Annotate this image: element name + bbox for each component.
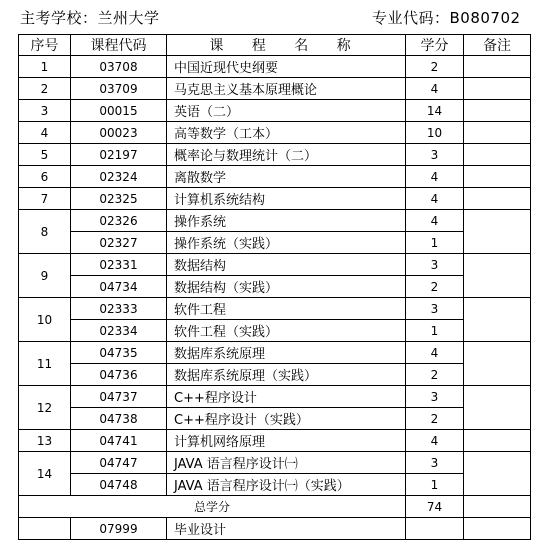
cell-code: 00023	[71, 122, 167, 144]
cell-code: 02326	[71, 210, 167, 232]
header-code: 课程代码	[71, 35, 167, 56]
cell-name: 毕业设计	[167, 518, 406, 540]
cell-note	[464, 386, 531, 430]
cell-name: 英语（二）	[167, 100, 406, 122]
table-row	[19, 232, 531, 254]
cell-credit: 1	[406, 232, 464, 254]
cell-note	[464, 298, 531, 342]
cell-code: 04734	[71, 276, 167, 298]
total-label: 总学分	[19, 496, 406, 518]
cell-name: 计算机系统结构	[167, 188, 406, 210]
table-row	[19, 100, 531, 122]
cell-no: 4	[19, 122, 71, 144]
cell-note	[464, 430, 531, 452]
table-row	[19, 518, 531, 540]
cell-note	[464, 56, 531, 78]
cell-note	[464, 342, 531, 386]
cell-name: 数据结构	[167, 254, 406, 276]
cell-name: 中国近现代史纲要	[167, 56, 406, 78]
table-row	[19, 342, 531, 364]
school-label: 主考学校：兰州大学	[20, 9, 160, 27]
cell-credit: 4	[406, 166, 464, 188]
cell-credit: 4	[406, 210, 464, 232]
table-row	[19, 78, 531, 100]
cell-code: 04747	[71, 452, 167, 474]
cell-name: 概率论与数理统计（二）	[167, 144, 406, 166]
cell-credit: 3	[406, 298, 464, 320]
table-row	[19, 408, 531, 430]
cell-credit: 2	[406, 364, 464, 386]
cell-note	[464, 452, 531, 496]
cell-credit: 4	[406, 342, 464, 364]
cell-no: 10	[19, 298, 71, 342]
cell-no: 13	[19, 430, 71, 452]
cell-name: 数据结构（实践）	[167, 276, 406, 298]
cell-code: 02334	[71, 320, 167, 342]
cell-note	[464, 78, 531, 100]
table-row	[19, 452, 531, 474]
cell-credit: 3	[406, 386, 464, 408]
cell-note	[464, 518, 531, 540]
cell-code: 03708	[71, 56, 167, 78]
cell-no: 6	[19, 166, 71, 188]
cell-code: 02331	[71, 254, 167, 276]
total-note	[464, 496, 531, 518]
cell-code: 02333	[71, 298, 167, 320]
cell-no: 2	[19, 78, 71, 100]
cell-code: 02324	[71, 166, 167, 188]
cell-credit: 3	[406, 254, 464, 276]
cell-code: 02325	[71, 188, 167, 210]
cell-no: 9	[19, 254, 71, 298]
total-value: 74	[406, 496, 464, 518]
cell-credit: 14	[406, 100, 464, 122]
cell-no	[19, 518, 71, 540]
cell-credit	[406, 518, 464, 540]
cell-name: 马克思主义基本原理概论	[167, 78, 406, 100]
table-row	[19, 276, 531, 298]
table-row	[19, 364, 531, 386]
cell-code: 00015	[71, 100, 167, 122]
header-credit: 学分	[406, 35, 464, 56]
table-body	[19, 56, 531, 496]
cell-credit: 4	[406, 78, 464, 100]
table-row	[19, 144, 531, 166]
cell-note	[464, 166, 531, 188]
cell-credit: 3	[406, 452, 464, 474]
cell-name: 软件工程	[167, 298, 406, 320]
cell-name: 高等数学（工本）	[167, 122, 406, 144]
cell-note	[464, 122, 531, 144]
cell-code: 07999	[71, 518, 167, 540]
cell-name: 数据库系统原理（实践）	[167, 364, 406, 386]
table-row	[19, 122, 531, 144]
cell-no: 1	[19, 56, 71, 78]
cell-note	[464, 100, 531, 122]
cell-credit: 2	[406, 408, 464, 430]
cell-name: 计算机网络原理	[167, 430, 406, 452]
table-header-row	[19, 35, 531, 56]
course-table	[18, 34, 531, 540]
header-name: 课 程 名 称	[167, 35, 406, 56]
cell-code: 04738	[71, 408, 167, 430]
header-note: 备注	[464, 35, 531, 56]
cell-credit: 2	[406, 56, 464, 78]
header-no: 序号	[19, 35, 71, 56]
cell-note	[464, 188, 531, 210]
cell-name: C++程序设计（实践）	[167, 408, 406, 430]
cell-code: 03709	[71, 78, 167, 100]
cell-credit: 3	[406, 144, 464, 166]
cell-code: 04735	[71, 342, 167, 364]
cell-name: JAVA 语言程序设计㈠（实践）	[167, 474, 406, 496]
cell-code: 04736	[71, 364, 167, 386]
cell-code: 04741	[71, 430, 167, 452]
cell-no: 11	[19, 342, 71, 386]
cell-no: 12	[19, 386, 71, 430]
table-row	[19, 210, 531, 232]
cell-name: 离散数学	[167, 166, 406, 188]
cell-code: 04737	[71, 386, 167, 408]
cell-no: 8	[19, 210, 71, 254]
cell-note	[464, 144, 531, 166]
document-header	[0, 0, 552, 34]
cell-code: 02197	[71, 144, 167, 166]
cell-name: 数据库系统原理	[167, 342, 406, 364]
table-row	[19, 166, 531, 188]
cell-credit: 4	[406, 430, 464, 452]
cell-name: C++程序设计	[167, 386, 406, 408]
cell-credit: 4	[406, 188, 464, 210]
table-row	[19, 56, 531, 78]
cell-name: 软件工程（实践）	[167, 320, 406, 342]
cell-no: 14	[19, 452, 71, 496]
table-row	[19, 386, 531, 408]
cell-name: JAVA 语言程序设计㈠	[167, 452, 406, 474]
cell-credit: 10	[406, 122, 464, 144]
cell-name: 操作系统	[167, 210, 406, 232]
table-row	[19, 430, 531, 452]
cell-note	[464, 254, 531, 298]
table-row	[19, 298, 531, 320]
major-code-label: 专业代码：B080702	[372, 9, 521, 27]
table-row	[19, 320, 531, 342]
cell-credit: 2	[406, 276, 464, 298]
cell-no: 5	[19, 144, 71, 166]
total-row	[19, 496, 531, 518]
cell-no: 7	[19, 188, 71, 210]
cell-name: 操作系统（实践）	[167, 232, 406, 254]
cell-credit: 1	[406, 474, 464, 496]
cell-note	[464, 210, 531, 254]
cell-credit: 1	[406, 320, 464, 342]
cell-code: 04748	[71, 474, 167, 496]
table-row	[19, 254, 531, 276]
table-row	[19, 474, 531, 496]
cell-no: 3	[19, 100, 71, 122]
table-row	[19, 188, 531, 210]
cell-code: 02327	[71, 232, 167, 254]
